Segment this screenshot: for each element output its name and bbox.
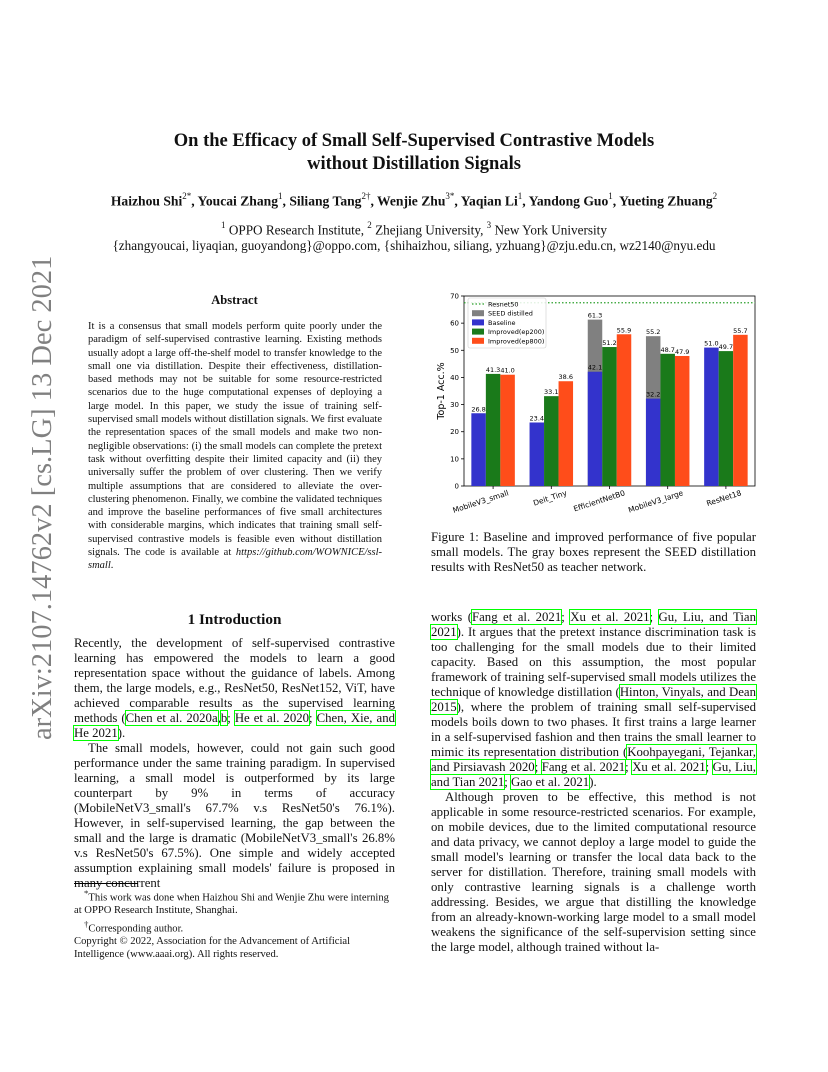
bar-chart bbox=[430, 286, 768, 518]
paper-title bbox=[0, 130, 828, 176]
affil-mark: 1 bbox=[221, 220, 226, 230]
legend-label: Improved(ep800) bbox=[488, 337, 545, 346]
affil-mark: 3 bbox=[486, 220, 492, 230]
bar-baseline bbox=[588, 372, 603, 486]
citation-link[interactable]: Gao et al. 2021 bbox=[511, 775, 590, 789]
footnote-mark: * bbox=[84, 888, 89, 898]
legend-label: Resnet50 bbox=[488, 300, 519, 309]
y-tick-label: 70 bbox=[450, 292, 459, 301]
section-heading-introduction: 1 Introduction bbox=[187, 611, 282, 628]
bar-improved-ep800- bbox=[617, 334, 632, 486]
author: Yaqian Li bbox=[460, 193, 518, 209]
legend-swatch bbox=[472, 329, 484, 335]
title-line-1: On the Efficacy of Small Self-Supervised Contrastive Models bbox=[173, 131, 655, 151]
legend-swatch bbox=[472, 338, 484, 344]
affil-name: New York University bbox=[491, 222, 607, 238]
bar-data-label: 55.9 bbox=[616, 326, 632, 335]
citation-link[interactable]: Gu, Liu, and Tian 2021 bbox=[431, 610, 756, 639]
bar-data-label: 32.2 bbox=[645, 390, 661, 399]
bar-baseline bbox=[646, 399, 661, 486]
bar-improved-ep200- bbox=[486, 374, 501, 486]
seed-data-label: 55.2 bbox=[645, 328, 661, 337]
author: Yueting Zhuang bbox=[619, 193, 713, 209]
footnote-text: Corresponding author. bbox=[88, 923, 184, 935]
footnote-rule bbox=[74, 883, 138, 884]
bar-data-label: 47.9 bbox=[674, 347, 690, 356]
author-affil-mark: 2* bbox=[182, 191, 192, 201]
bar-baseline bbox=[704, 348, 719, 486]
figure-1-chart bbox=[430, 286, 768, 518]
bar-baseline bbox=[471, 413, 486, 486]
title-line-2: without Distillation Signals bbox=[307, 154, 521, 174]
y-tick-label: 10 bbox=[450, 455, 459, 464]
legend-label: Baseline bbox=[488, 318, 516, 327]
x-tick-label: ResNet18 bbox=[705, 488, 743, 509]
author-affil-mark: 2† bbox=[361, 191, 371, 201]
legend-swatch bbox=[472, 319, 484, 325]
affiliations bbox=[0, 218, 828, 254]
right-paragraph-2: Although proven to be effective, this method is not applicable in some resource-restricted scenarios. For example, on mobile devices, due to the limited computational resource and data privacy, we cannot deploy a large model to guide the small model's learning or transfer the local data back to the server for distillation. Therefore, training small models with only contrastive learning signals is a challenge worth addressing. Besides, we argue that distilling the knowledge from an already-known-working large model to a small model weakens the significance of the self-supervision setting since the large model, although trained without la- bbox=[431, 790, 756, 954]
abstract-end: . bbox=[110, 560, 114, 572]
bar-data-label: 55.7 bbox=[733, 326, 748, 335]
y-axis-label: Top-1 Acc.% bbox=[436, 362, 447, 420]
right-paragraph-1 bbox=[431, 610, 756, 790]
author: Youcai Zhang bbox=[197, 193, 279, 209]
x-tick-label: EfficientNetB0 bbox=[572, 488, 627, 514]
author-affil-mark: 1 bbox=[517, 191, 523, 201]
legend-swatch bbox=[472, 310, 484, 316]
author: Wenjie Zhu bbox=[377, 193, 446, 209]
affil-name: Zhejiang University, bbox=[371, 222, 487, 238]
bar-data-label: 51.0 bbox=[704, 339, 719, 348]
affiliation-line bbox=[0, 218, 828, 238]
legend-label: SEED distilled bbox=[488, 309, 533, 318]
bar-data-label: 41.0 bbox=[500, 366, 515, 375]
seed-data-label: 61.3 bbox=[587, 311, 603, 320]
bar-improved-ep800- bbox=[733, 335, 748, 486]
figure-1-caption: Figure 1: Baseline and improved performance of five popular small models. The gray boxes represent the SEED distillation results with ResNet50 as teacher network. bbox=[431, 530, 756, 574]
bar-improved-ep800- bbox=[500, 375, 514, 486]
abstract-text: It is a consensus that small models perform quite poorly under the paradigm of self-supervised contrastive learning. Existing methods usually adopt a large off-the-shelf model to transfer knowledge to the small one via distillation. Despite their effectiveness, distillation-based methods may not be suitable for some resource-restricted scenarios due to the huge computational expenses of deploying a large model. In this paper, we study the issue of training self-supervised small models without distillation signals. We first evaluate the representation spaces of the small models and make two non-negligible observations: (i) the small models can complete the pretext task without overfitting despite their limited capacity and (ii) they universally suffer the problem of over clustering. Then we verify multiple assumptions that are considered to alleviate the over-clustering phenomenon. Finally, we combine the validated techniques and improve the baseline performances of five small architectures with considerable margins, which indicates that training small self-supervised contrastive models is feasible even without distillation signals. The code is available at bbox=[88, 321, 382, 559]
author: Siliang Tang bbox=[289, 193, 362, 209]
y-tick-label: 30 bbox=[450, 401, 459, 410]
y-tick-label: 60 bbox=[450, 319, 459, 328]
affil-mark: 2 bbox=[367, 220, 372, 230]
right-column-text bbox=[431, 610, 756, 955]
author: Haizhou Shi bbox=[110, 193, 183, 209]
body-text: ; bbox=[504, 775, 512, 789]
bar-data-label: 33.1 bbox=[544, 388, 559, 397]
footnote-text: This work was done when Haizhou Shi and Wenjie Zhu were interning at OPPO Research Institute, Shanghai. bbox=[74, 892, 389, 917]
body-text: Recently, the development of self-supervised contrastive learning has empowered the models to learn a good representation space without the guidance of labels. Among them, the large models, e.g., ResNet50, ResNet152, ViT, have achieved comparable results as the supervised learning methods ( bbox=[74, 636, 395, 725]
abstract-heading: Abstract bbox=[211, 293, 258, 307]
author-affil-mark: 2 bbox=[712, 191, 718, 201]
y-tick-label: 40 bbox=[450, 373, 459, 382]
citation-link[interactable]: Koohpayegani, Tejankar, and Pirsiavash 2020 bbox=[431, 745, 756, 774]
bar-baseline bbox=[530, 422, 545, 486]
citation-link[interactable]: b bbox=[220, 711, 228, 725]
body-text: ), where the problem of training small self-supervised models boils down to two phases. It first trains a large learner in a self-supervised fashion and then trains the small learner to mimic its representation distribution ( bbox=[431, 700, 756, 759]
author-affil-mark: 1 bbox=[278, 191, 283, 201]
author-affil-mark: 3* bbox=[445, 191, 455, 201]
abstract-body bbox=[88, 320, 382, 573]
body-text: works ( bbox=[431, 610, 472, 624]
bar-improved-ep200- bbox=[719, 351, 734, 486]
bar-improved-ep200- bbox=[544, 396, 559, 486]
citation-link[interactable]: Xu et al. 2021 bbox=[632, 760, 706, 774]
x-tick-label: Deit_Tiny bbox=[532, 488, 568, 508]
body-text: , bbox=[217, 711, 221, 725]
intro-paragraph-1 bbox=[74, 636, 395, 741]
y-tick-label: 0 bbox=[454, 482, 459, 491]
citation-link[interactable]: Chen et al. 2020a bbox=[125, 711, 218, 725]
affil-name: OPPO Research Institute, bbox=[225, 222, 368, 238]
bar-improved-ep800- bbox=[559, 381, 574, 486]
bar-data-label: 41.3 bbox=[485, 365, 501, 374]
citation-link[interactable]: Fang et al. 2021 bbox=[472, 610, 562, 624]
citation-link[interactable]: Fang et al. 2021 bbox=[541, 760, 626, 774]
author-affil-mark: 1 bbox=[608, 191, 613, 201]
body-text: ). bbox=[117, 726, 126, 740]
left-column-text bbox=[74, 636, 395, 891]
legend-label: Improved(ep200) bbox=[488, 328, 545, 337]
bar-improved-ep800- bbox=[675, 356, 690, 486]
copyright-notice: Copyright © 2022, Association for the Advancement of Artificial Intelligence (www.aaai.org). All rights reserved. bbox=[74, 936, 351, 961]
x-tick-label: MobileV3_small bbox=[451, 488, 510, 515]
footnote-mark: † bbox=[84, 919, 89, 930]
body-text: ). bbox=[589, 775, 597, 789]
body-text: ; bbox=[309, 711, 317, 725]
body-text: ; bbox=[625, 760, 633, 774]
citation-link[interactable]: Hinton, Vinyals, and Dean 2015 bbox=[431, 685, 756, 714]
code-url-link[interactable]: https://github.com/WOWNICE/ssl-small bbox=[88, 547, 382, 572]
citation-link[interactable]: He et al. 2020 bbox=[234, 711, 310, 725]
author: Yandong Guo bbox=[528, 193, 609, 209]
bar-data-label: 51.2 bbox=[602, 339, 617, 348]
bar-data-label: 26.8 bbox=[471, 405, 486, 414]
citation-link[interactable]: Xu et al. 2021 bbox=[570, 610, 650, 624]
body-text: ; bbox=[534, 760, 542, 774]
email-line: {zhangyoucai, liyaqian, guoyandong}@oppo.com, {shihaizhou, siliang, yzhuang}@zju.edu.cn, wz2140@nyu.edu bbox=[112, 238, 716, 254]
bar-improved-ep200- bbox=[602, 347, 617, 486]
bar-data-label: 38.6 bbox=[558, 373, 574, 382]
citation-link[interactable]: Gu, Liu, and Tian 2021 bbox=[431, 760, 756, 789]
arxiv-sidebar-id: arXiv:2107.14762v2 [cs.LG] 13 Dec 2021 bbox=[27, 255, 58, 740]
footnote-1 bbox=[74, 887, 395, 918]
body-text: ; bbox=[561, 610, 571, 624]
body-text: ; bbox=[705, 760, 713, 774]
bar-improved-ep200- bbox=[660, 354, 675, 486]
body-text: ). It argues that the pretext instance discrimination task is too challenging for the small models due to their limited capacity. Based on this assumption, the most popular framework of training self-supervised small models utilizes the technique of knowledge distillation ( bbox=[431, 625, 756, 699]
bar-data-label: 42.1 bbox=[587, 363, 603, 372]
citation-link[interactable]: Chen, Xie, and He 2021 bbox=[74, 711, 395, 740]
bar-data-label: 23.4 bbox=[529, 414, 545, 423]
x-tick-label: MobileV3_large bbox=[627, 488, 685, 515]
y-tick-label: 20 bbox=[450, 428, 459, 437]
body-text: ; bbox=[649, 610, 659, 624]
author-list: Haizhou Shi$^{2*}$, Youcai Zhang$^1$, Siliang Tang$^{2\dagger}$, Wenjie Zhu$^{3*}$, Yaqian Li$^1$, Yandong Guo$^1$, Yueting Zhuang$^2$ bbox=[110, 191, 718, 209]
body-text: ; bbox=[227, 711, 235, 725]
footnotes bbox=[74, 887, 395, 962]
footnote-2 bbox=[74, 918, 395, 936]
bar-data-label: 49.7 bbox=[718, 343, 734, 352]
bar-data-label: 48.7 bbox=[660, 345, 675, 354]
y-tick-label: 50 bbox=[450, 346, 459, 355]
intro-paragraph-2: The small models, however, could not gain such good performance under the same training paradigm. In supervised learning, a small model is outperformed by its large counterpart by 9% in terms of accuracy (MobileNetV3_small's 67.7% v.s ResNet50's 76.1%). However, in self-supervised learning, the gap between the small and the large is dramatic (MobileNetV3_small's 26.8% v.s ResNet50's 67.5%). One simple and widely accepted assumption explaining small models' failure is proposed in many concurrent bbox=[74, 741, 395, 890]
